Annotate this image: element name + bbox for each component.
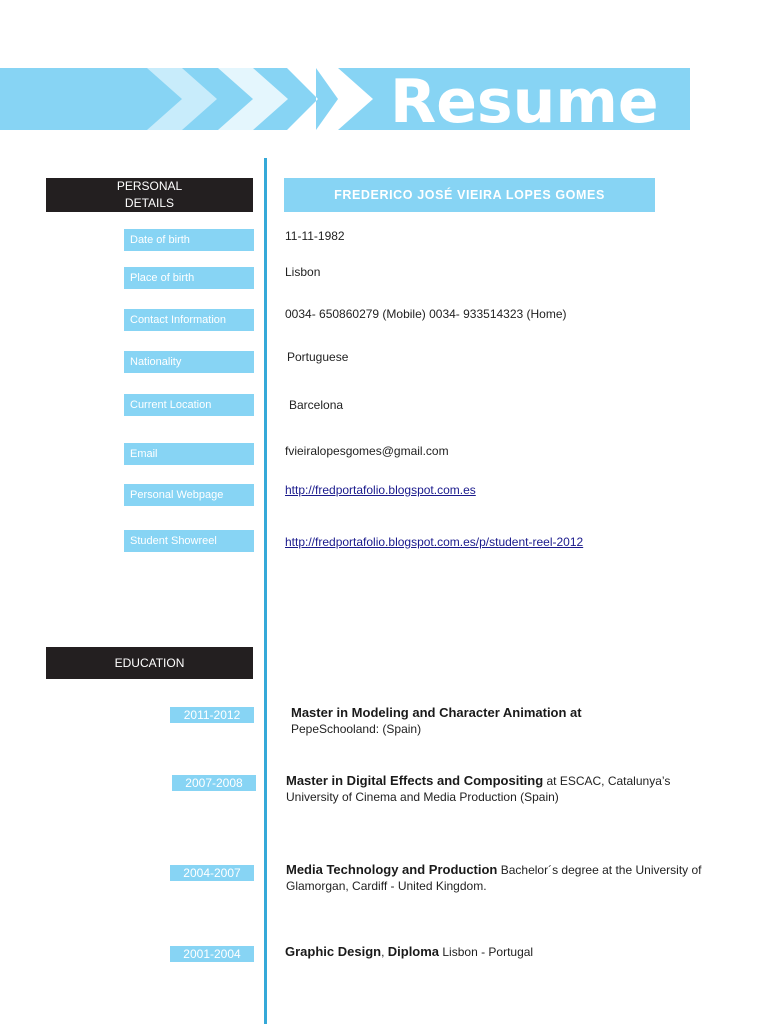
vertical-divider (264, 158, 267, 1024)
education-detail-4: Lisbon - Portugal (439, 945, 534, 959)
education-title-4b: Diploma (387, 944, 440, 959)
label-email: Email (124, 443, 254, 465)
label-student-showreel: Student Showreel (124, 530, 254, 552)
education-title-3: Media Technology and Production (286, 862, 498, 877)
education-title-2: Master in Digital Effects and Compositing (286, 773, 544, 788)
label-place-of-birth: Place of birth (124, 267, 254, 289)
education-title-4: Graphic Design (285, 944, 382, 959)
value-current-location: Barcelona (289, 398, 344, 412)
education-entry-4: Graphic Design, Diploma Lisbon - Portugal (285, 944, 534, 959)
student-showreel-link[interactable]: http://fredportafolio.blogspot.com.es/p/student-reel-2012 (285, 535, 584, 549)
label-date-of-birth: Date of birth (124, 229, 254, 251)
value-contact-information: 0034- 650860279 (Mobile) 0034- 933514323 (Home) (285, 307, 567, 321)
education-entry-1 (291, 705, 731, 737)
page-title: Resume (390, 67, 659, 137)
education-title-1: Master in Modeling and Character Animation at (291, 705, 582, 720)
label-current-location: Current Location (124, 394, 254, 416)
education-entry-3 (286, 862, 706, 894)
education-detail-2: at ESCAC, Catalunya’s University of Cinema and Media Production (Spain) (286, 774, 671, 804)
education-entry-2 (286, 773, 726, 805)
education-years-1: 2011-2012 (170, 707, 254, 723)
value-place-of-birth: Lisbon (285, 265, 321, 279)
label-personal-webpage: Personal Webpage (124, 484, 254, 506)
education-detail-3: Bachelor´s degree at the University of Glamorgan, Cardiff - United Kingdom. (286, 863, 702, 893)
education-detail-1: PepeSchooland: (Spain) (291, 722, 422, 736)
value-email: fvieiralopesgomes@gmail.com (285, 444, 449, 458)
section-heading-personal: PERSONAL DETAILS (46, 178, 253, 212)
label-contact-information: Contact Information (124, 309, 254, 331)
section-heading-education: EDUCATION (46, 647, 253, 679)
value-date-of-birth: 11-11-1982 (285, 229, 345, 243)
value-nationality: Portuguese (287, 350, 349, 364)
education-years-4: 2001-2004 (170, 946, 254, 962)
personal-webpage-link[interactable]: http://fredportafolio.blogspot.com.es (285, 483, 476, 497)
label-nationality: Nationality (124, 351, 254, 373)
education-years-2: 2007-2008 (172, 775, 256, 791)
education-years-3: 2004-2007 (170, 865, 254, 881)
full-name: FREDERICO JOSÉ VIEIRA LOPES GOMES (284, 178, 655, 212)
